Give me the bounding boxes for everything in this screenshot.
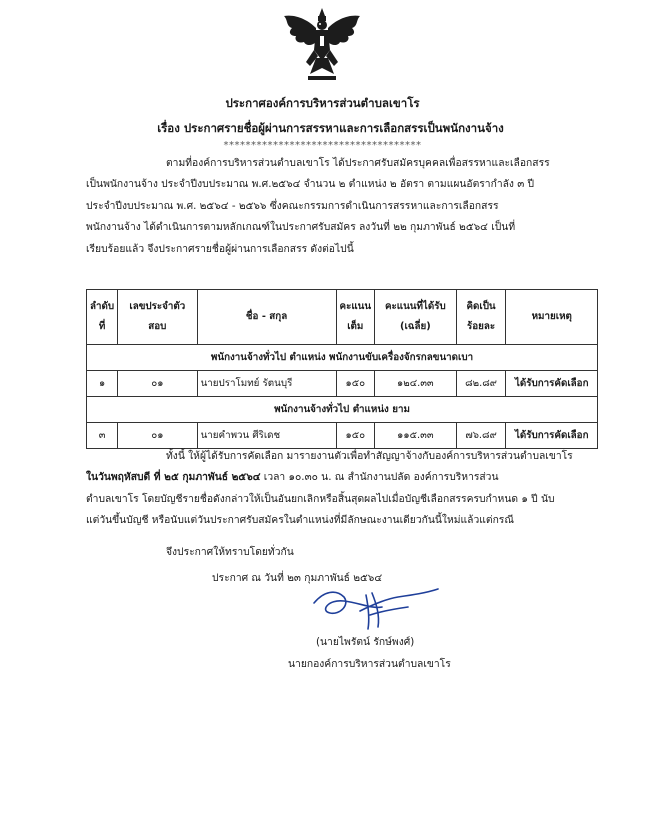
section-row — [87, 345, 598, 371]
signature-image — [310, 585, 440, 633]
results-table — [86, 289, 598, 449]
section-row — [87, 397, 598, 423]
section-title: พนักงานจ้างทั่วไป ตำแหน่ง ยาม — [87, 397, 598, 423]
star-divider: ************************************ — [223, 140, 422, 151]
header-full-score: คะแนน เต็ม — [336, 290, 375, 345]
intro-line: เรียบร้อยแล้ว จึงประกาศรายชื่อผู้ผ่านการเลือกสรร ดังต่อไปนี้ — [86, 243, 354, 255]
header-name: ชื่อ - สกุล — [197, 290, 336, 345]
signer-position: นายกองค์การบริหารส่วนตำบลเขาโร — [288, 658, 451, 670]
cell-remark: ได้รับการคัดเลือก — [506, 371, 598, 397]
document-title: ประกาศองค์การบริหารส่วนตำบลเขาโร — [225, 96, 420, 110]
cell-name: นายคำพวน ศีริเดช — [197, 423, 336, 449]
cell-remark: ได้รับการคัดเลือก — [506, 423, 598, 449]
section-title: พนักงานจ้างทั่วไป ตำแหน่ง พนักงานขับเครื่องจักรกลขนาดเบา — [87, 345, 598, 371]
cell-name: นายปราโมทย์ รัตนบุรี — [197, 371, 336, 397]
closing-statement: จึงประกาศให้ทราบโดยทั่วกัน — [166, 546, 294, 558]
header-score: คะแนนที่ได้รับ (เฉลี่ย) — [375, 290, 457, 345]
header-no: ลำดับ ที่ — [87, 290, 118, 345]
cell-full-score: ๑๕๐ — [336, 371, 375, 397]
table-row — [87, 423, 598, 449]
intro-line: พนักงานจ้าง ได้ดำเนินการตามหลักเกณฑ์ในประกาศรับสมัคร ลงวันที่ ๒๒ กุมภาพันธ์ ๒๕๖๔ เป็นที่ — [86, 221, 516, 233]
cell-full-score: ๑๕๐ — [336, 423, 375, 449]
header-exam-id: เลขประจำตัว สอบ — [118, 290, 197, 345]
cell-percent: ๗๖.๘๙ — [456, 423, 506, 449]
header-percent: คิดเป็น ร้อยละ — [456, 290, 506, 345]
body-line: ตำบลเขาโร โดยบัญชีรายชื่อดังกล่าวให้เป็นอันยกเลิกหรือสิ้นสุดผลไปเมื่อบัญชีเลือกสรรครบกำหนด ๑ ปี นับ — [86, 493, 555, 505]
cell-score: ๑๑๕.๓๓ — [375, 423, 457, 449]
intro-line: เป็นพนักงานจ้าง ประจำปีงบประมาณ พ.ศ.๒๕๖๔ จำนวน ๒ ตำแหน่ง ๒ อัตรา ตามแผนอัตรากำลัง ๓ ปี — [86, 178, 535, 190]
cell-score: ๑๒๔.๓๓ — [375, 371, 457, 397]
cell-no: ๓ — [87, 423, 118, 449]
header-remark: หมายเหตุ — [506, 290, 598, 345]
signer-name: (นายไพรัตน์ รักษ์พงศ์) — [316, 636, 415, 648]
table-row — [87, 371, 598, 397]
cell-exam-id: ๐๑ — [118, 371, 197, 397]
cell-no: ๑ — [87, 371, 118, 397]
announce-date: ประกาศ ณ วันที่ ๒๓ กุมภาพันธ์ ๒๕๖๔ — [212, 572, 383, 584]
document-subject: เรื่อง ประกาศรายชื่อผู้ผ่านการสรรหาและการเลือกสรรเป็นพนักงานจ้าง — [157, 121, 504, 135]
intro-line: ประจำปีงบประมาณ พ.ศ. ๒๕๖๔ - ๒๕๖๖ ซึ่งคณะกรรมการดำเนินการสรรหาและการเลือกสรร — [86, 200, 499, 212]
body-line: ทั้งนี้ ให้ผู้ได้รับการคัดเลือก มารายงานตัวเพื่อทำสัญญาจ้างกับองค์การบริหารส่วนตำบลเขาโร — [166, 450, 573, 462]
cell-percent: ๘๒.๘๙ — [456, 371, 506, 397]
body-line-date: ในวันพฤหัสบดี ที่ ๒๕ กุมภาพันธ์ ๒๕๖๔ เวลา ๑๐.๓๐ น. ณ สำนักงานปลัด องค์การบริหารส่วน — [86, 471, 499, 483]
garuda-emblem — [280, 6, 364, 84]
table-header-row — [87, 290, 598, 345]
intro-line: ตามที่องค์การบริหารส่วนตำบลเขาโร ได้ประกาศรับสมัครบุคคลเพื่อสรรหาและเลือกสรร — [166, 157, 550, 169]
cell-exam-id: ๐๑ — [118, 423, 197, 449]
meeting-date: ในวันพฤหัสบดี ที่ ๒๕ กุมภาพันธ์ ๒๕๖๔ — [86, 471, 261, 483]
body-line: แต่วันขึ้นบัญชี หรือนับแต่วันประกาศรับสมัครในตำแหน่งที่มีลักษณะงานเดียวกันนี้ใหม่แล้วแต่กรณี — [86, 514, 514, 526]
